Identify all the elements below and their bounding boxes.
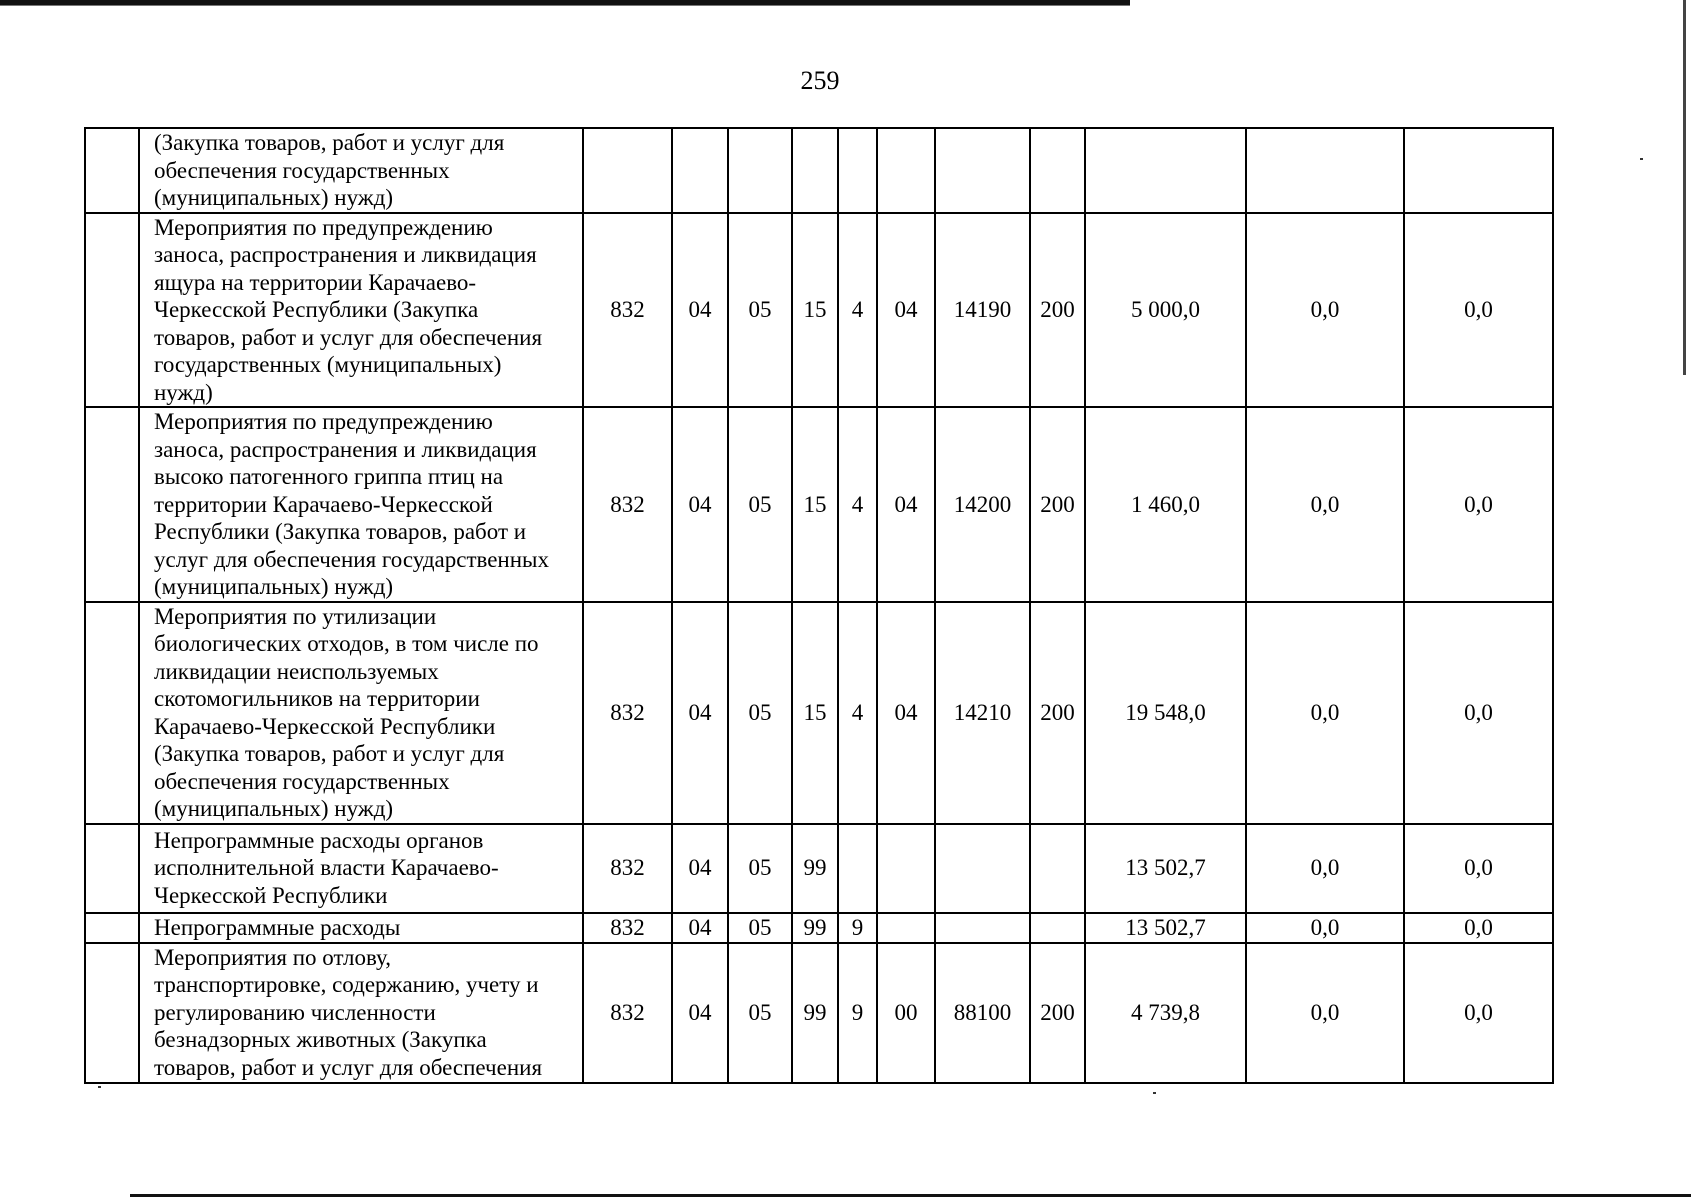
cell-amount-year2 [1246, 128, 1404, 213]
cell-description [139, 913, 583, 943]
description-line: Непрограммные расходы [154, 914, 401, 940]
cell-ministry-code: 832 [583, 824, 672, 913]
description-line: Мероприятия по отлову, [154, 944, 391, 970]
table-row [85, 407, 1553, 602]
cell-program: 99 [792, 913, 838, 943]
cell-amount-year3: 0,0 [1404, 407, 1553, 602]
cell-subsection [728, 128, 792, 213]
cell-subsection: 05 [728, 824, 792, 913]
cell-description [139, 943, 583, 1083]
cell-direction: 88100 [935, 943, 1030, 1083]
budget-table [84, 127, 1554, 1084]
cell-program: 99 [792, 943, 838, 1083]
cell-direction: 14190 [935, 213, 1030, 408]
description-line: исполнительной власти Карачаево- [154, 855, 499, 881]
cell-amount-year3: 0,0 [1404, 913, 1553, 943]
scan-border-right [1683, 0, 1686, 375]
description-line: обеспечения государственных [154, 157, 450, 183]
description-line: территории Карачаево-Черкесской [154, 491, 493, 517]
cell-main-event [877, 913, 935, 943]
table-body [85, 128, 1553, 1083]
description-line: (Закупка товаров, работ и услуг для [154, 130, 505, 155]
cell-program: 15 [792, 602, 838, 824]
cell-direction: 14210 [935, 602, 1030, 824]
description-line: регулированию численности [154, 999, 436, 1025]
description-line: транспортировке, содержанию, учету и [154, 972, 539, 998]
description-line: скотомогильников на территории [154, 686, 480, 711]
cell-section: 04 [672, 213, 728, 408]
cell-main-event [877, 128, 935, 213]
description-line: Непрограммные расходы органов [154, 827, 484, 853]
cell-ministry-code: 832 [583, 913, 672, 943]
cell-amount-year3: 0,0 [1404, 213, 1553, 408]
cell-direction [935, 913, 1030, 943]
cell-main-event: 04 [877, 213, 935, 408]
description-line: товаров, работ и услуг для обеспечения [154, 1054, 543, 1080]
description-line: Мероприятия по предупреждению [154, 409, 493, 434]
cell-amount-year1: 1 460,0 [1085, 407, 1246, 602]
cell-subprogram [838, 128, 877, 213]
scan-speck [1153, 1092, 1156, 1094]
scan-border-bottom [130, 1194, 1691, 1197]
cell-amount-year3: 0,0 [1404, 943, 1553, 1083]
cell-program: 15 [792, 407, 838, 602]
cell-number [85, 407, 139, 602]
description-line: товаров, работ и услуг для обеспечения [154, 324, 543, 350]
page-number: 259 [800, 66, 840, 95]
cell-program: 15 [792, 213, 838, 408]
cell-amount-year1: 13 502,7 [1085, 913, 1246, 943]
cell-subsection: 05 [728, 602, 792, 824]
cell-subprogram [838, 824, 877, 913]
cell-amount-year2: 0,0 [1246, 913, 1404, 943]
description-line: заноса, распространения и ликвидация [154, 242, 537, 267]
cell-number [85, 943, 139, 1083]
table-row [85, 602, 1553, 824]
cell-number [85, 602, 139, 824]
scan-border-top-thin [0, 5, 1130, 6]
table-row [85, 824, 1553, 913]
cell-direction [935, 128, 1030, 213]
cell-subprogram: 4 [838, 602, 877, 824]
cell-section: 04 [672, 407, 728, 602]
cell-subsection: 05 [728, 913, 792, 943]
cell-amount-year3: 0,0 [1404, 602, 1553, 824]
description-line: безнадзорных животных (Закупка [154, 1027, 487, 1053]
cell-number [85, 913, 139, 943]
description-line: ящура на территории Карачаево- [154, 269, 477, 295]
cell-amount-year3 [1404, 128, 1553, 213]
cell-expense-type: 200 [1030, 602, 1085, 824]
cell-section: 04 [672, 943, 728, 1083]
description-line: (Закупка товаров, работ и услуг для [154, 741, 505, 766]
cell-ministry-code: 832 [583, 213, 672, 408]
description-line: биологических отходов, в том числе по [154, 631, 539, 656]
cell-amount-year2: 0,0 [1246, 602, 1404, 824]
cell-amount-year2: 0,0 [1246, 824, 1404, 913]
cell-ministry-code: 832 [583, 407, 672, 602]
cell-amount-year2: 0,0 [1246, 943, 1404, 1083]
scan-speck [1640, 158, 1643, 160]
cell-section: 04 [672, 602, 728, 824]
cell-expense-type: 200 [1030, 213, 1085, 408]
table-row [85, 943, 1553, 1083]
table-row [85, 213, 1553, 408]
cell-amount-year1: 4 739,8 [1085, 943, 1246, 1083]
description-line: государственных (муниципальных) [154, 352, 502, 377]
cell-amount-year1: 13 502,7 [1085, 824, 1246, 913]
cell-main-event [877, 824, 935, 913]
cell-description [139, 128, 583, 213]
cell-main-event: 04 [877, 407, 935, 602]
description-line: нужд) [154, 379, 213, 405]
cell-expense-type [1030, 824, 1085, 913]
description-line: услуг для обеспечения государственных [154, 546, 549, 572]
cell-direction: 14200 [935, 407, 1030, 602]
cell-ministry-code [583, 128, 672, 213]
cell-description [139, 824, 583, 913]
description-line: высоко патогенного гриппа птиц на [154, 464, 504, 489]
cell-expense-type: 200 [1030, 943, 1085, 1083]
cell-number [85, 213, 139, 408]
cell-amount-year1: 19 548,0 [1085, 602, 1246, 824]
description-line: обеспечения государственных [154, 768, 450, 794]
cell-expense-type [1030, 128, 1085, 213]
cell-program [792, 128, 838, 213]
cell-main-event: 04 [877, 602, 935, 824]
cell-main-event: 00 [877, 943, 935, 1083]
cell-direction [935, 824, 1030, 913]
cell-amount-year3: 0,0 [1404, 824, 1553, 913]
description-line: (муниципальных) нужд) [154, 185, 394, 210]
description-line: Карачаево-Черкесской Республики [154, 713, 496, 739]
cell-amount-year1 [1085, 128, 1246, 213]
cell-subsection: 05 [728, 407, 792, 602]
description-line: Республики (Закупка товаров, работ и [154, 519, 527, 544]
description-line: Мероприятия по предупреждению [154, 214, 493, 240]
cell-number [85, 128, 139, 213]
cell-amount-year2: 0,0 [1246, 407, 1404, 602]
scan-speck [98, 1086, 101, 1088]
description-line: Черкесской Республики (Закупка [154, 297, 479, 322]
cell-expense-type: 200 [1030, 407, 1085, 602]
description-line: Мероприятия по утилизации [154, 603, 437, 629]
cell-program: 99 [792, 824, 838, 913]
table-row [85, 913, 1553, 943]
description-line: ликвидации неиспользуемых [154, 658, 439, 684]
cell-section: 04 [672, 913, 728, 943]
description-line: (муниципальных) нужд) [154, 574, 394, 599]
cell-description [139, 602, 583, 824]
cell-subprogram: 4 [838, 213, 877, 408]
cell-subprogram: 9 [838, 943, 877, 1083]
cell-subsection: 05 [728, 943, 792, 1083]
cell-ministry-code: 832 [583, 602, 672, 824]
description-line: (муниципальных) нужд) [154, 796, 394, 821]
cell-description [139, 213, 583, 408]
cell-subprogram: 9 [838, 913, 877, 943]
cell-description [139, 407, 583, 602]
cell-section: 04 [672, 824, 728, 913]
description-line: заноса, распространения и ликвидация [154, 436, 537, 462]
cell-subprogram: 4 [838, 407, 877, 602]
cell-expense-type [1030, 913, 1085, 943]
table-row [85, 128, 1553, 213]
cell-number [85, 824, 139, 913]
cell-section [672, 128, 728, 213]
cell-ministry-code: 832 [583, 943, 672, 1083]
cell-amount-year2: 0,0 [1246, 213, 1404, 408]
description-line: Черкесской Республики [154, 882, 388, 908]
cell-subsection: 05 [728, 213, 792, 408]
cell-amount-year1: 5 000,0 [1085, 213, 1246, 408]
